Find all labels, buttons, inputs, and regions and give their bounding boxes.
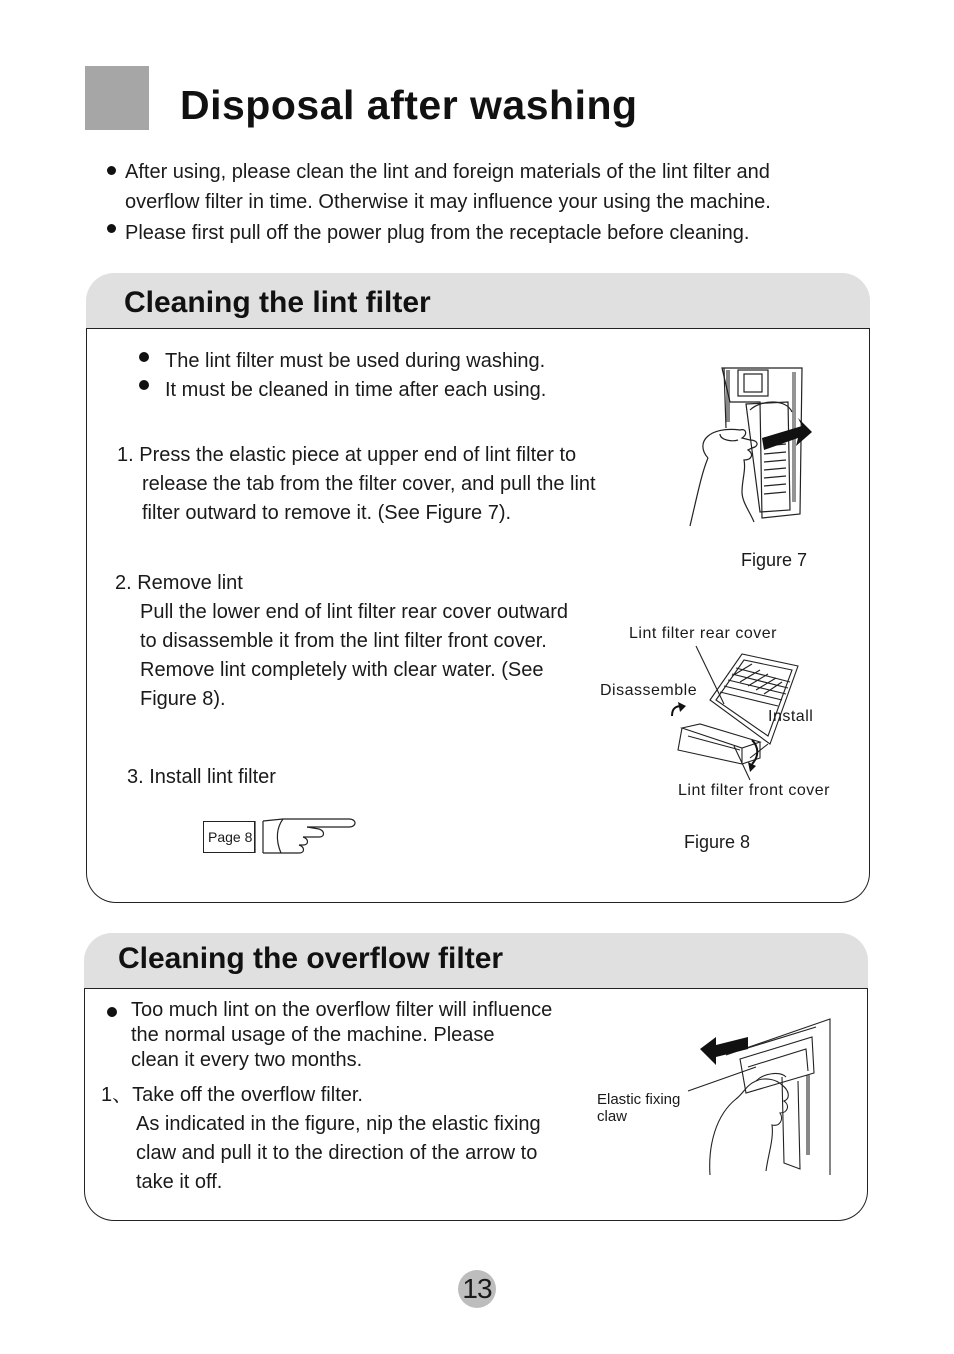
bullet-dot [107,224,116,233]
intro-bullet-1-line-2: overflow filter in time. Otherwise it may influence your using the machine. [125,191,771,213]
bullet-dot [139,352,149,362]
pointing-hand-icon [253,815,359,859]
intro-bullet-1 [105,157,885,217]
overflow-section-heading: Cleaning the overflow filter [84,933,868,989]
bullet-dot [107,166,116,175]
page-reference-box: Page 8 [203,821,255,853]
intro-bullet-1-line-1: After using, please clean the lint and foreign materials of the lint filter and [125,161,770,183]
figure-8-disassemble-label: Disassemble [600,682,698,699]
intro-bullet-2 [105,218,885,248]
elastic-claw-label [597,1091,680,1125]
elastic-claw-label-line-2: claw [597,1108,628,1125]
lint-section-heading: Cleaning the lint filter [86,273,870,329]
page-number: 13 [458,1270,496,1308]
overflow-step-1-line-1: As indicated in the figure, nip the elastic fixing [136,1113,541,1135]
overflow-bullet [131,998,552,1073]
intro-bullet-2-line-1: Please first pull off the power plug from the receptacle before cleaning. [125,222,750,244]
lint-step-2-line-2: to disassemble it from the lint filter front cover. [140,630,547,652]
elastic-claw-label-line-1: Elastic fixing [597,1091,681,1108]
page-title: Disposal after washing [180,82,638,128]
lint-step-2 [115,569,568,714]
overflow-step-1-line-3: take it off. [136,1171,223,1193]
figure-7-illustration [680,362,820,532]
bullet-dot [139,380,149,390]
figure-8-rear-cover-label: Lint filter rear cover [629,625,777,642]
figure-8-caption: Figure 8 [684,832,751,852]
overflow-step-1-line-2: claw and pull it to the direction of the arrow to [136,1142,538,1164]
overflow-filter-illustration [686,1015,836,1185]
lint-step-2-line-3: Remove lint completely with clear water. (See [140,659,544,681]
overflow-step-1-title: 1、Take off the overflow filter. [101,1084,363,1106]
overflow-bullet-line-2: the normal usage of the machine. Please [131,1024,495,1046]
lint-step-1-line-3: filter outward to remove it. (See Figure 7). [142,502,512,524]
lint-step-2-line-1: Pull the lower end of lint filter rear cover outward [140,601,568,623]
figure-8-install-label: Install [768,708,814,725]
overflow-step-1-body [136,1110,541,1197]
overflow-bullet-line-1: Too much lint on the overflow filter will influence [131,999,553,1021]
lint-step-3: 3. Install lint filter [127,766,276,788]
bullet-dot [107,1007,117,1017]
lint-step-1-line-2: release the tab from the filter cover, and pull the lint [142,473,596,495]
overflow-bullet-line-3: clean it every two months. [131,1049,363,1071]
lint-bullet-2: It must be cleaned in time after each using. [165,379,547,401]
lint-bullet-1: The lint filter must be used during washing. [165,350,546,372]
lint-step-1-line-1: 1. Press the elastic piece at upper end of lint filter to [117,444,577,466]
intro-bullets [105,157,885,248]
title-marker-square [85,66,149,130]
lint-step-2-line-4: Figure 8). [140,688,226,710]
figure-7-caption: Figure 7 [741,550,808,570]
lint-step-2-title: 2. Remove lint [115,572,243,594]
figure-8-front-cover-label: Lint filter front cover [678,782,830,799]
lint-step-1 [117,441,596,528]
